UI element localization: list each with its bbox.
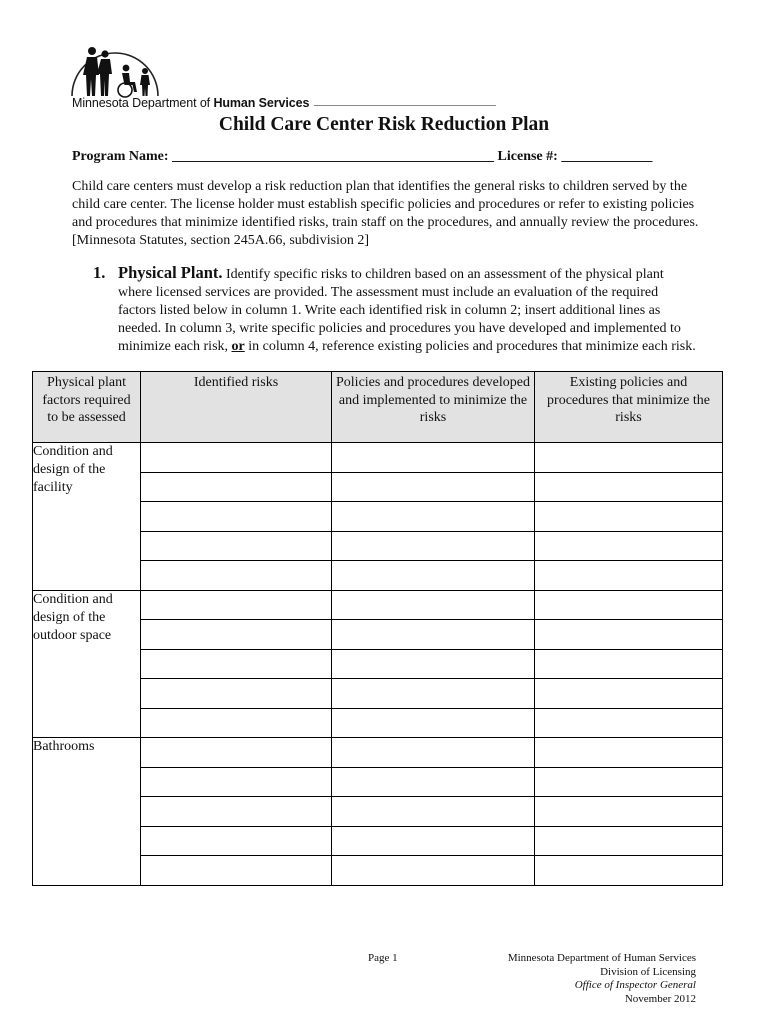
- existing-policy-cell[interactable]: [535, 708, 723, 738]
- program-name-label: Program Name:: [72, 149, 169, 164]
- policy-cell[interactable]: [332, 472, 535, 502]
- table-header-row: [33, 372, 723, 443]
- factor-bathrooms: Bathrooms: [33, 738, 141, 886]
- risk-cell[interactable]: [141, 472, 332, 502]
- existing-policy-cell[interactable]: [535, 649, 723, 679]
- policy-cell[interactable]: [332, 708, 535, 738]
- existing-policy-cell[interactable]: [535, 826, 723, 856]
- header-identified-risks: Identified risks: [141, 372, 332, 443]
- intro-paragraph: Child care centers must develop a risk reduction plan that identifies the general risks to children served by the child care center. The license holder must establish specific policies and procedures or refer to existing policies and procedures that minimize identified risks, train staff on the procedures, and annually review the procedures. [Minnesota Statutes, section 245A.66, subdivision 2]: [72, 179, 699, 248]
- existing-policy-cell[interactable]: [535, 443, 723, 473]
- existing-policy-cell[interactable]: [535, 561, 723, 591]
- policy-cell[interactable]: [332, 767, 535, 797]
- section-physical-plant: [93, 263, 698, 356]
- header-rule: [314, 105, 496, 106]
- risk-cell[interactable]: [141, 826, 332, 856]
- policy-cell[interactable]: [332, 561, 535, 591]
- table-row: [33, 738, 723, 768]
- header-existing-policies: Existing policies and procedures that minimize the risks: [535, 372, 723, 443]
- policy-cell[interactable]: [332, 649, 535, 679]
- risk-cell[interactable]: [141, 443, 332, 473]
- existing-policy-cell[interactable]: [535, 679, 723, 709]
- policy-cell[interactable]: [332, 620, 535, 650]
- agency-name-prefix: Minnesota Department of: [72, 96, 211, 110]
- factor-facility: Condition and design of the facility: [33, 443, 141, 591]
- existing-policy-cell[interactable]: [535, 797, 723, 827]
- table-row: [33, 590, 723, 620]
- section-text-after: in column 4, reference existing policies and procedures that minimize each risk.: [248, 339, 696, 354]
- existing-policy-cell[interactable]: [535, 738, 723, 768]
- policy-cell[interactable]: [332, 826, 535, 856]
- footer-division: Division of Licensing: [600, 965, 696, 978]
- risk-cell[interactable]: [141, 708, 332, 738]
- table-row: [33, 443, 723, 473]
- footer-department: Minnesota Department of Human Services: [507, 952, 696, 964]
- license-label: License #:: [497, 149, 558, 164]
- program-license-line: [72, 149, 652, 165]
- risk-cell[interactable]: [141, 502, 332, 532]
- dhs-logo: [70, 44, 500, 114]
- risk-cell[interactable]: [141, 649, 332, 679]
- existing-policy-cell[interactable]: [535, 531, 723, 561]
- section-emphasis-or: or: [231, 339, 245, 354]
- policy-cell[interactable]: [332, 856, 535, 886]
- policy-cell[interactable]: [332, 502, 535, 532]
- license-field[interactable]: _____________: [561, 149, 653, 164]
- risk-cell[interactable]: [141, 856, 332, 886]
- header-factors: Physical plant factors required to be assessed: [33, 372, 141, 443]
- footer-agency-block: [508, 952, 696, 1006]
- risk-cell[interactable]: [141, 679, 332, 709]
- footer-office: [508, 979, 696, 993]
- policy-cell[interactable]: [332, 797, 535, 827]
- risk-cell[interactable]: [141, 531, 332, 561]
- risk-cell[interactable]: [141, 767, 332, 797]
- policy-cell[interactable]: [332, 443, 535, 473]
- policy-cell[interactable]: [332, 531, 535, 561]
- factor-outdoor-space: Condition and design of the outdoor space: [33, 590, 141, 738]
- document-title: Child Care Center Risk Reduction Plan: [218, 114, 550, 135]
- existing-policy-cell[interactable]: [535, 620, 723, 650]
- footer-office-text: Office of Inspector General: [574, 979, 696, 991]
- family-figures-logo-icon: [70, 44, 500, 100]
- risk-cell[interactable]: [141, 561, 332, 591]
- program-name-field[interactable]: ______________________________________________: [172, 149, 495, 164]
- risk-cell[interactable]: [141, 738, 332, 768]
- section-text-before: Identify specific risks to children based on an assessment of the physical plant where licensed services are provided. The assessment must include an evaluation of the required factors listed below in column 1. Write each identified risk in column 2; insert additional lines as needed. In column 3, write specific policies and procedures you have developed and implemented to minimize each risk,: [118, 267, 681, 354]
- section-title: Physical Plant.: [118, 263, 223, 282]
- risk-cell[interactable]: [141, 797, 332, 827]
- page-number: Page 1: [368, 952, 398, 964]
- policy-cell[interactable]: [332, 738, 535, 768]
- existing-policy-cell[interactable]: [535, 472, 723, 502]
- existing-policy-cell[interactable]: [535, 502, 723, 532]
- risk-cell[interactable]: [141, 590, 332, 620]
- policy-cell[interactable]: [332, 590, 535, 620]
- agency-name: [72, 96, 309, 110]
- footer-date: November 2012: [624, 992, 696, 1005]
- section-number: 1.: [93, 263, 106, 282]
- risk-assessment-table: [32, 371, 723, 886]
- header-policies-developed: Policies and procedures developed and implemented to minimize the risks: [332, 372, 535, 443]
- policy-cell[interactable]: [332, 679, 535, 709]
- agency-name-bold: Human Services: [213, 96, 310, 110]
- existing-policy-cell[interactable]: [535, 590, 723, 620]
- risk-cell[interactable]: [141, 620, 332, 650]
- existing-policy-cell[interactable]: [535, 856, 723, 886]
- existing-policy-cell[interactable]: [535, 767, 723, 797]
